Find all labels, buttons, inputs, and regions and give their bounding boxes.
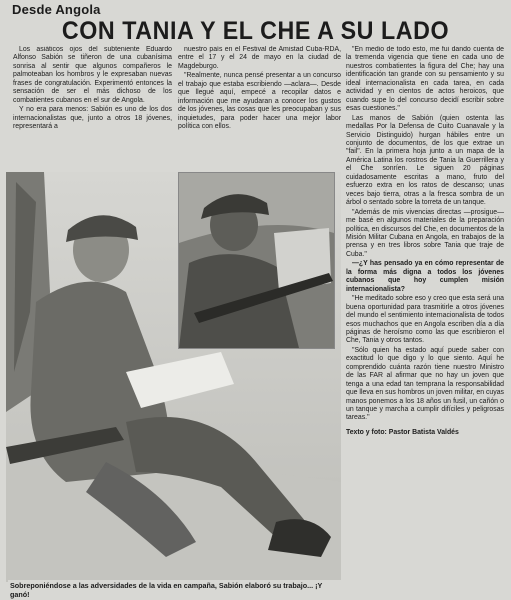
inset-photo bbox=[178, 172, 335, 349]
article-column-1 bbox=[13, 46, 172, 174]
article-column-2 bbox=[178, 46, 341, 174]
paragraph: "He meditado sobre eso y creo que esta será una buena oportunidad para trasmitirle a otros jóvenes del mundo el sentimiento internacionalista de todos esos muchachos que en Angola escriben día a día páginas de heroísmo como las que escribieron el Che, Tania y otros tantos. bbox=[346, 295, 504, 345]
paragraph: "En medio de todo esto, me fui dando cuenta de la tremenda vigencia que tiene en cada uno de nuestros combatientes la figura del Che; hay una identificación tan grande con su pensamiento y su ideal internacionalista en cada tarea, en cada actividad y en cientos de actos heroicos, que cuando supe lo del concurso decidí escribir sobre esas cuestiones." bbox=[346, 46, 504, 113]
photo-caption: Sobreponiéndose a las adversidades de la vida en campaña, Sabión elaboró su trabajo... ¡Y ganó! bbox=[8, 580, 342, 600]
section-kicker: Desde Angola bbox=[12, 2, 101, 17]
article-column-3 bbox=[346, 46, 504, 592]
paragraph: Los asiáticos ojos del subteniente Eduardo Alfonso Sabión se tiñeron de una cubanísima sonrisa al sentir que algunos compañeros le palmoteaban los hombros y le expresaban nuevas frases de congratulación. Experimentó entonces la sensación de ser el más dichoso de los combatientes cubanos en el sur de Angola. bbox=[13, 46, 172, 104]
paragraph: Las manos de Sabión (quien ostenta las medallas Por la Defensa de Cuito Cuanavale y la Servicio Distinguido) hurgan hábiles entre un conjunto de documentos, de los que extrae un "fail". En la primera hoja junto a un mapa de la América Latina los rostros de Tania la Guerrillera y el Che sonríen. Le siguen 20 páginas cuidadosamente escritas a mano, fruto del esfuerzo extra en los ratos de descanso; unas veces bajo tierra, otras a la fresca sombra de un árbol o sentado sobre la torreta de un tanque. bbox=[346, 114, 504, 207]
byline: Texto y foto: Pastor Batista Valdés bbox=[346, 428, 459, 436]
headline: CON TANIA Y EL CHE A SU LADO bbox=[61, 17, 450, 45]
paragraph: "Realmente, nunca pensé presentar a un concurso el trabajo que estaba escribiendo —aclara—. Desde que llegué aquí, empecé a recopilar datos e información que me ayudaran a conocer los gustos de los jóvenes, las cosas que les preocupaban y sus inquietudes, para poder hacer una mejor labor política con ellos. bbox=[178, 72, 341, 131]
paragraph: Y no era para menos: Sabión es uno de los dos internacionalistas que, junto a otros 18 jóvenes, representará a bbox=[13, 106, 172, 131]
soldier-rifle-photo bbox=[179, 173, 334, 348]
paragraph: "Sólo quien ha estado aquí puede saber con exactitud lo que digo y lo que siento. Aquí he comprendido cuánta razón tiene nuestro Ministro de las FAR al afirmar que no hay un joven que tenga a una edad tan temprana la responsabilidad que lleva en sus hombros un joven militar, en cuyas manos ponemos a los 18 años un fusil, un cañón o un tanque y marcha a cumplir difíciles y peligrosas tareas." bbox=[346, 346, 504, 422]
interview-question: —¿Y has pensado ya en cómo representar de la forma más digna a todos los jóvenes cubanos que hoy cumplen misión internacionalista? bbox=[346, 260, 504, 293]
paragraph: nuestro país en el Festival de Amistad Cuba-RDA, entre el 17 y el 24 de mayo en la ciudad de Magdeburgo. bbox=[178, 46, 341, 70]
paragraph: "Además de mis vivencias directas —prosigue— me basé en algunos materiales de la preparación política, en discursos del Che, en documentos de la Misión Militar Cubana en Angola, en trabajos de la prensa y en tres libros sobre Tania que traje de Cuba." bbox=[346, 208, 504, 258]
